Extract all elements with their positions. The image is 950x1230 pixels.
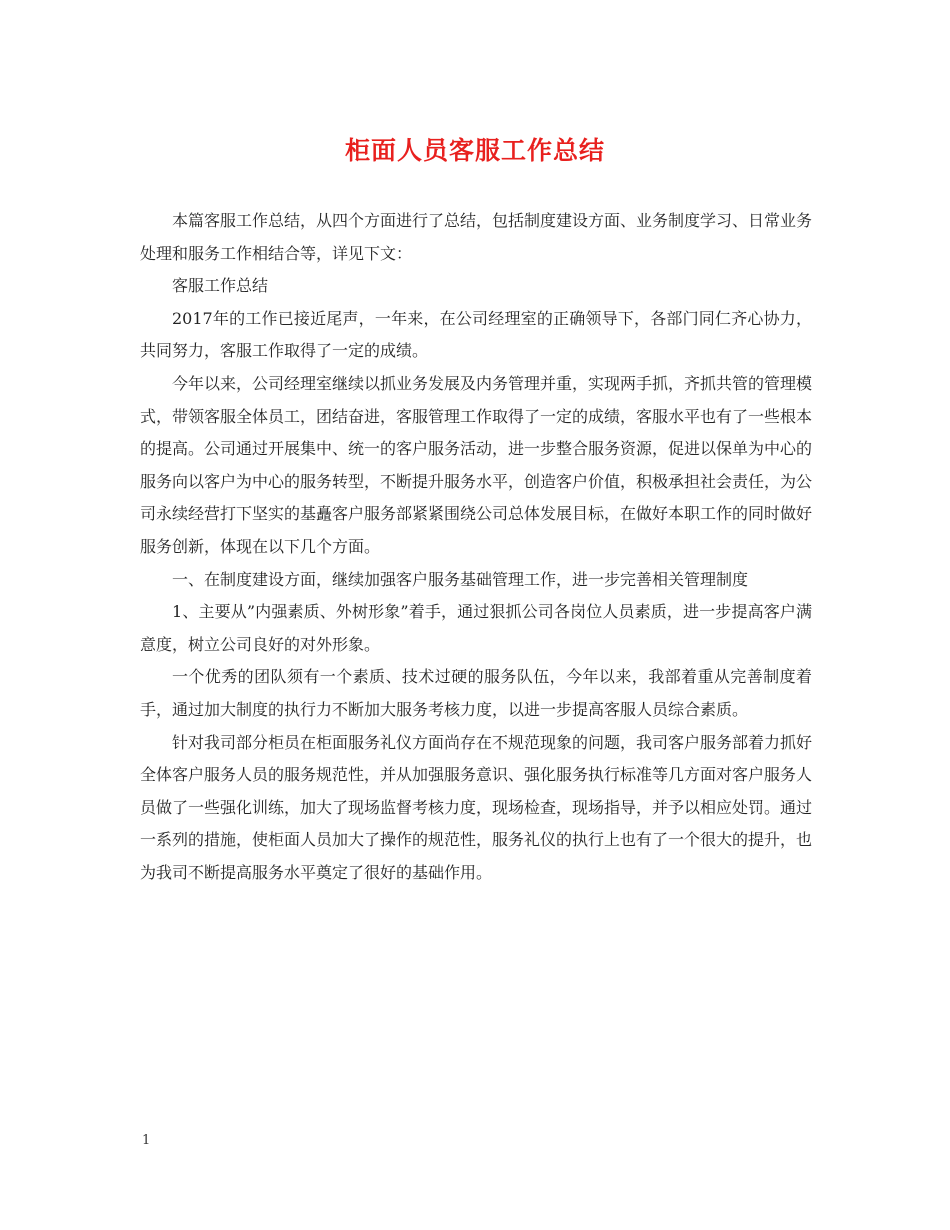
document-body — [140, 205, 812, 889]
paragraph-intro: 本篇客服工作总结，从四个方面进行了总结，包括制度建设方面、业务制度学习、日常业务处理和服务工作相结合等，详见下文： — [140, 211, 813, 263]
paragraph-item-one: 1、主要从”内强素质、外树形象”着手，通过狠抓公司各岗位人员素质，进一步提高客户满意度，树立公司良好的对外形象。 — [140, 602, 812, 654]
paragraph-team: 一个优秀的团队须有一个素质、技术过硬的服务队伍，今年以来，我部着重从完善制度着手，通过加大制度的执行力不断加大服务考核力度，以进一步提高客服人员综合素质。 — [140, 667, 812, 719]
paragraph-management: 今年以来，公司经理室继续以抓业务发展及内务管理并重，实现两手抓，齐抓共管的管理模式，带领客服全体员工，团结奋进，客服管理工作取得了一定的成绩，客服水平也有了一些根本的提高。公司通过开展集中、统一的客户服务活动，进一步整合服务资源，促进以保单为中心的服务向以客户为中心的服务转型，不断提升服务水平，创造客户价值，积极承担社会责任，为公司永续经营打下坚实的基矗客户服务部紧紧围绕公司总体发展目标，在做好本职工作的同时做好服务创新，体现在以下几个方面。 — [140, 373, 813, 556]
paragraph-year-summary: 2017年的工作已接近尾声，一年来，在公司经理室的正确领导下，各部门同仁齐心协力，共同努力，客服工作取得了一定的成绩。 — [140, 308, 812, 361]
paragraph-section-one: 一、在制度建设方面，继续加强客户服务基础管理工作，进一步完善相关管理制度 — [172, 569, 749, 589]
paragraph-etiquette: 针对我司部分柜员在柜面服务礼仪方面尚存在不规范现象的问题，我司客户服务部着力抓好全体客户服务人员的服务规范性，并从加强服务意识、强化服务执行标准等几方面对客户服务人员做了一些强化训练，加大了现场监督考核力度，现场检查，现场指导，并予以相应处罚。通过一系列的措施，使柜面人员加大了操作的规范性，服务礼仪的执行上也有了一个很大的提升，也为我司不断提高服务水平奠定了很好的基础作用。 — [140, 732, 813, 882]
paragraph-subtitle: 客服工作总结 — [172, 276, 269, 296]
document-title: 柜面人员客服工作总结 — [344, 136, 605, 165]
page-number: 1 — [142, 1133, 151, 1148]
